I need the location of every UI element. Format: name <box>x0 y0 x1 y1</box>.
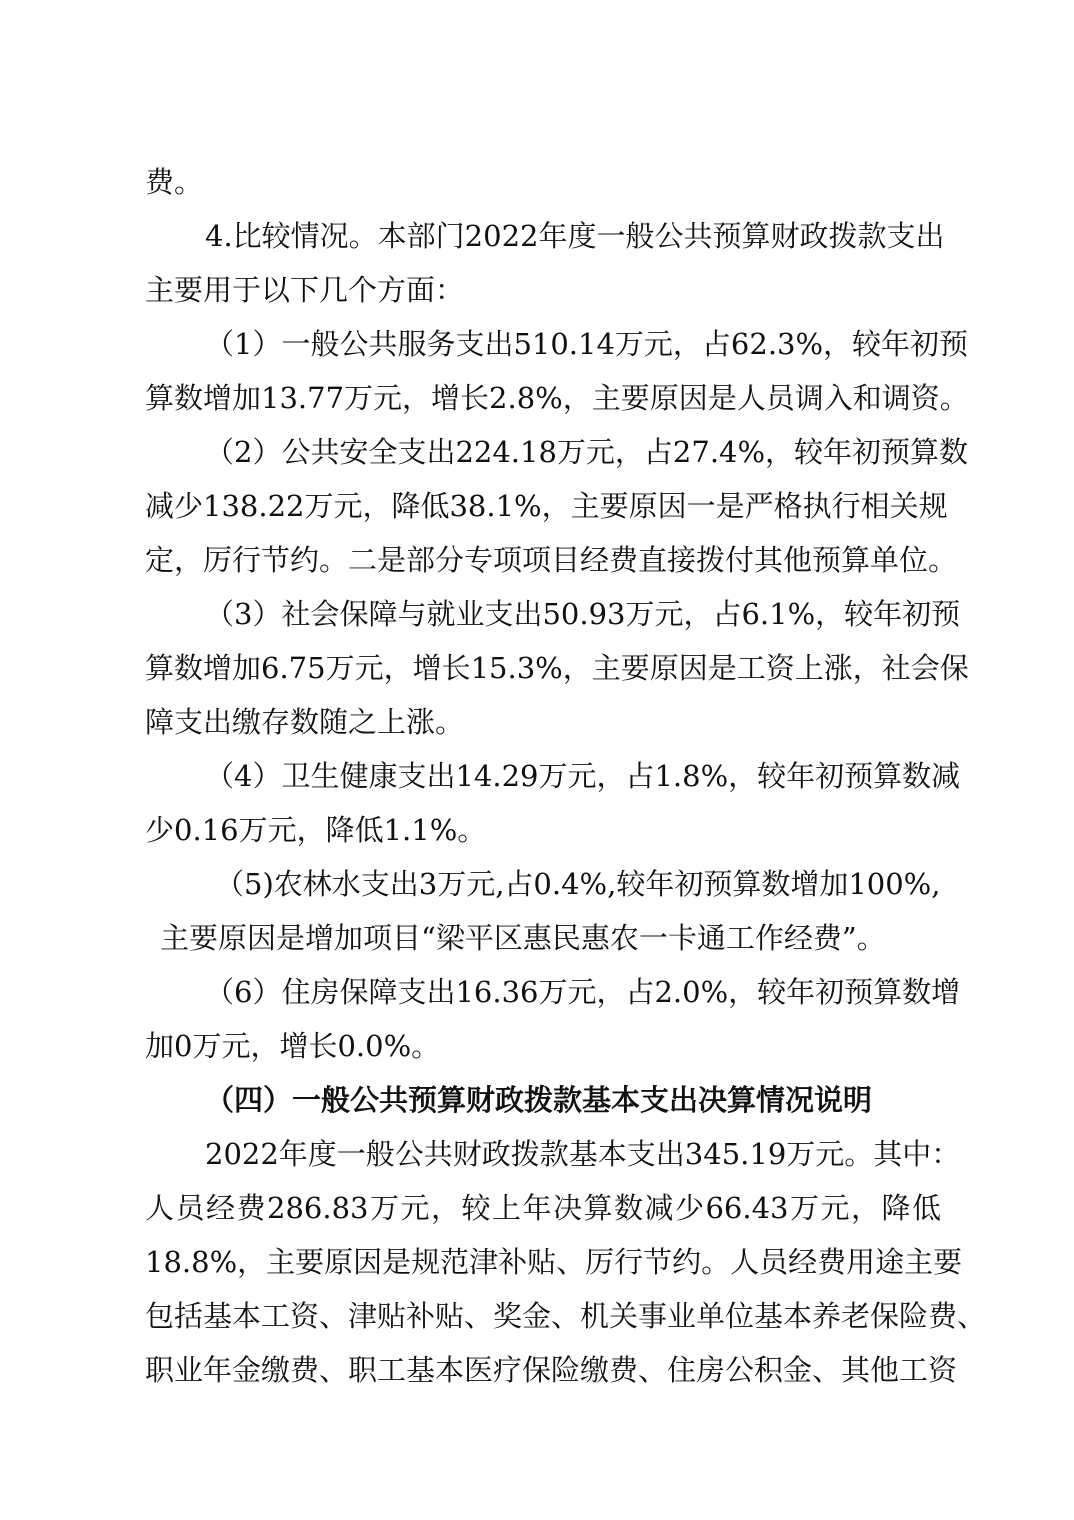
text-line: 减少138.22万元，降低38.1%，主要原因一是严格执行相关规 <box>145 489 948 523</box>
text-line: 障支出缴存数随之上涨。 <box>145 705 465 739</box>
text-line: （2）公共安全支出224.18万元，占27.4%，较年初预算数 <box>205 435 969 469</box>
text-line: 包括基本工资、津贴补贴、奖金、机关事业单位基本养老保险费、 <box>145 1299 987 1333</box>
text-line: 算数增加6.75万元，增长15.3%，主要原因是工资上涨，社会保 <box>145 651 969 685</box>
text-line: 加0万元，增长0.0%。 <box>145 1029 441 1063</box>
text-line: （5)农林水支出3万元,占0.4%,较年初预算数增加100%, <box>215 867 941 901</box>
text-line: 主要用于以下几个方面： <box>145 273 465 307</box>
text-line: 主要原因是增加项目“梁平区惠民惠农一卡通工作经费”。 <box>160 921 886 955</box>
section-heading: （四）一般公共预算财政拨款基本支出决算情况说明 <box>205 1083 873 1117</box>
text-line: 18.8%，主要原因是规范津补贴、厉行节约。人员经费用途主要 <box>145 1245 963 1279</box>
text-line: 职业年金缴费、职工基本医疗保险缴费、住房公积金、其他工资 <box>145 1353 958 1387</box>
text-line: （4）卫生健康支出14.29万元，占1.8%，较年初预算数减 <box>205 759 961 793</box>
text-line: 2022年度一般公共财政拨款基本支出345.19万元。其中： <box>205 1137 961 1171</box>
text-line: 4.比较情况。本部门2022年度一般公共预算财政拨款支出 <box>205 219 945 253</box>
text-line: （6）住房保障支出16.36万元，占2.0%，较年初预算数增 <box>205 975 961 1009</box>
text-line: 费。 <box>145 165 204 199</box>
text-line: 定，厉行节约。二是部分专项项目经费直接拨付其他预算单位。 <box>145 543 958 577</box>
text-line: 算数增加13.77万元，增长2.8%，主要原因是人员调入和调资。 <box>145 381 969 415</box>
text-line: 少0.16万元，降低1.1%。 <box>145 813 487 847</box>
text-line: （3）社会保障与就业支出50.93万元，占6.1%，较年初预 <box>205 597 961 631</box>
text-line: （1）一般公共服务支出510.14万元，占62.3%，较年初预 <box>205 327 969 361</box>
text-line: 人员经费286.83万元，较上年决算数减少66.43万元，降低 <box>145 1191 941 1225</box>
